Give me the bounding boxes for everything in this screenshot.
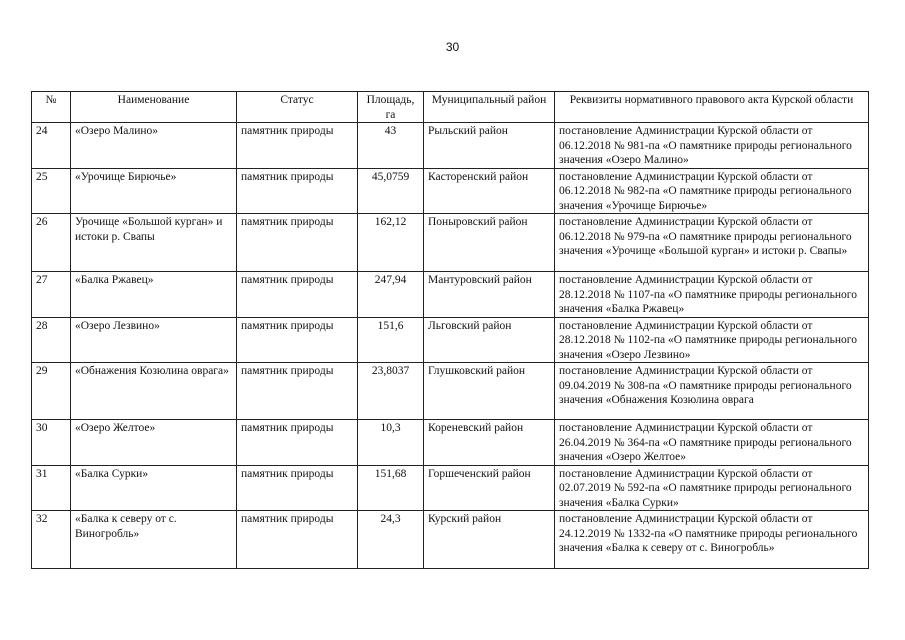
cell-num: 25 — [32, 168, 71, 214]
cell-district: Горшеченский район — [424, 465, 555, 511]
cell-district: Курский район — [424, 511, 555, 569]
cell-district: Поныровский район — [424, 214, 555, 272]
cell-district: Кореневский район — [424, 420, 555, 466]
cell-act: постановление Администрации Курской области от 28.12.2018 № 1107-па «О памятнике природы регионального значения «Балка Ржавец» — [555, 272, 869, 318]
cell-act: постановление Администрации Курской области от 02.07.2019 № 592-па «О памятнике природы регионального значения «Балка Сурки» — [555, 465, 869, 511]
cell-area: 24,3 — [358, 511, 424, 569]
cell-num: 27 — [32, 272, 71, 318]
header-name: Наименование — [71, 92, 237, 123]
header-area: Площадь, га — [358, 92, 424, 123]
cell-status: памятник природы — [237, 420, 358, 466]
cell-status: памятник природы — [237, 272, 358, 318]
cell-area: 23,8037 — [358, 363, 424, 420]
cell-num: 32 — [32, 511, 71, 569]
cell-status: памятник природы — [237, 363, 358, 420]
page-number: 30 — [445, 40, 460, 54]
cell-status: памятник природы — [237, 317, 358, 363]
cell-district: Глушковский район — [424, 363, 555, 420]
cell-area: 247,94 — [358, 272, 424, 318]
header-act: Реквизиты нормативного правового акта Курской области — [555, 92, 869, 123]
table-row — [32, 511, 869, 569]
cell-name: «Балка к северу от с. Виногробль» — [71, 511, 237, 569]
table-header-row — [32, 92, 869, 123]
cell-name: «Озеро Желтое» — [71, 420, 237, 466]
table-row — [32, 272, 869, 318]
table-row — [32, 317, 869, 363]
cell-num: 31 — [32, 465, 71, 511]
table-row — [32, 363, 869, 420]
cell-act: постановление Администрации Курской области от 06.12.2018 № 981-па «О памятникe природы регионального значения «Озеро Малино» — [555, 123, 869, 169]
cell-name: «Урочище Бирючье» — [71, 168, 237, 214]
cell-area: 43 — [358, 123, 424, 169]
cell-name: «Обнажения Козюлина оврага» — [71, 363, 237, 420]
cell-area: 162,12 — [358, 214, 424, 272]
cell-act: постановление Администрации Курской области от 24.12.2019 № 1332-па «О памятнике природы регионального значения «Балка к северу от с. Виногробль» — [555, 511, 869, 569]
cell-act: постановление Администрации Курской области от 06.12.2018 № 979-па «О памятнике природы регионального значения «Урочище «Большой курган» и истоки р. Свапы» — [555, 214, 869, 272]
cell-status: памятник природы — [237, 465, 358, 511]
cell-status: памятник природы — [237, 168, 358, 214]
natural-monuments-table — [31, 91, 869, 569]
table-row — [32, 168, 869, 214]
cell-name: «Балка Ржавец» — [71, 272, 237, 318]
cell-act: постановление Администрации Курской области от 26.04.2019 № 364-па «О памятнике природы регионального значения «Озеро Желтое» — [555, 420, 869, 466]
cell-name: Урочище «Большой курган» и истоки р. Свапы — [71, 214, 237, 272]
cell-num: 28 — [32, 317, 71, 363]
cell-district: Рыльский район — [424, 123, 555, 169]
cell-area: 151,68 — [358, 465, 424, 511]
header-district: Муниципальный район — [424, 92, 555, 123]
cell-district: Льговский район — [424, 317, 555, 363]
table-row — [32, 214, 869, 272]
cell-num: 24 — [32, 123, 71, 169]
cell-district: Касторенский район — [424, 168, 555, 214]
cell-num: 29 — [32, 363, 71, 420]
cell-act: постановление Администрации Курской области от 28.12.2018 № 1102-па «О памятнике природы регионального значения «Озеро Лезвино» — [555, 317, 869, 363]
table-row — [32, 123, 869, 169]
header-status: Статус — [237, 92, 358, 123]
cell-num: 30 — [32, 420, 71, 466]
cell-name: «Балка Сурки» — [71, 465, 237, 511]
cell-act: постановление Администрации Курской области от 09.04.2019 № 308-па «О памятнике природы регионального значения «Обнажения Козюлина оврага — [555, 363, 869, 420]
cell-status: памятник природы — [237, 511, 358, 569]
header-num: № — [32, 92, 71, 123]
cell-district: Мантуровский район — [424, 272, 555, 318]
cell-status: памятник природы — [237, 123, 358, 169]
cell-name: «Озеро Малино» — [71, 123, 237, 169]
cell-name: «Озеро Лезвино» — [71, 317, 237, 363]
table-row — [32, 465, 869, 511]
cell-area: 151,6 — [358, 317, 424, 363]
cell-area: 45,0759 — [358, 168, 424, 214]
cell-status: памятник природы — [237, 214, 358, 272]
cell-area: 10,3 — [358, 420, 424, 466]
cell-num: 26 — [32, 214, 71, 272]
cell-act: постановление Администрации Курской области от 06.12.2018 № 982-па «О памятнике природы регионального значения «Урочище Бирючье» — [555, 168, 869, 214]
table-row — [32, 420, 869, 466]
